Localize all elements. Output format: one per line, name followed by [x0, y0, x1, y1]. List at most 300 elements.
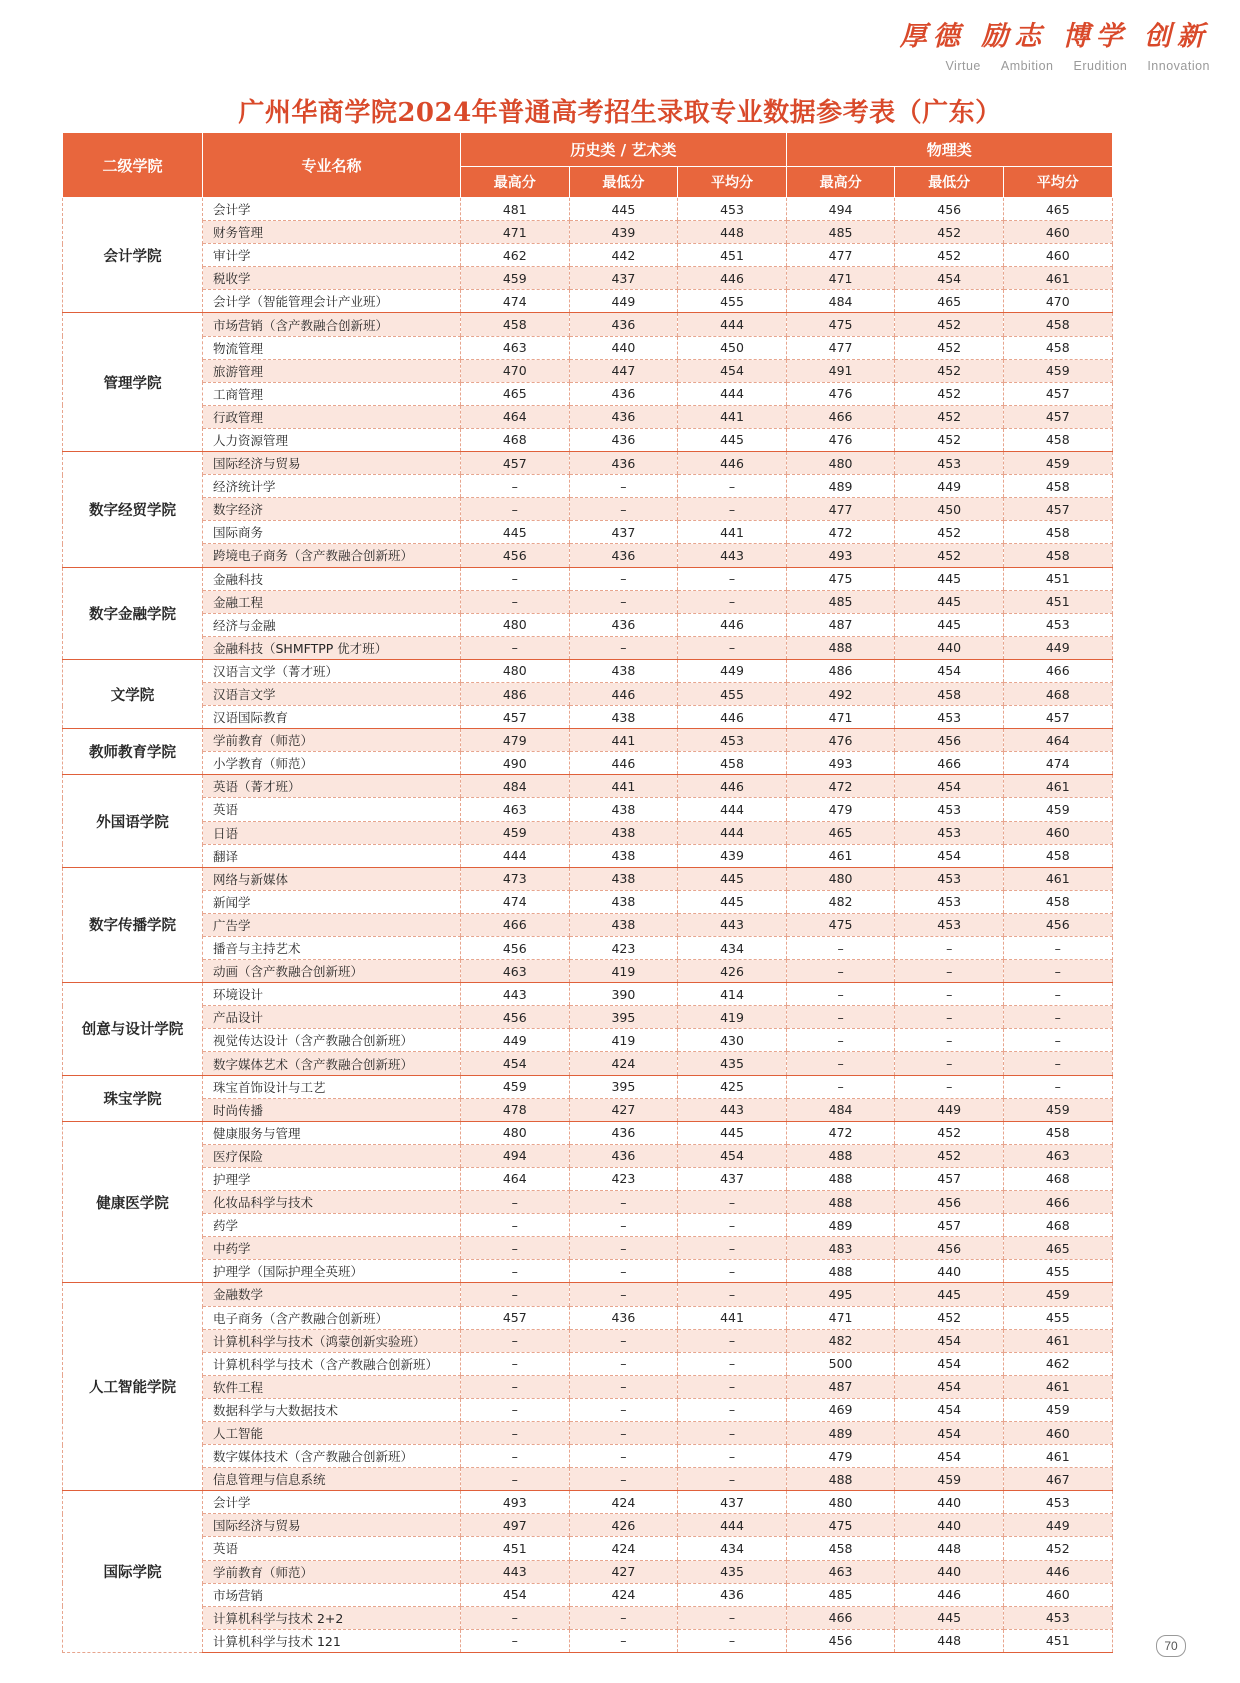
cell-major: 数字媒体技术（含产教融合创新班） — [203, 1445, 461, 1468]
cell-score: 466 — [1003, 659, 1112, 682]
cell-score: 452 — [895, 544, 1004, 567]
table-row — [63, 567, 1113, 590]
table-row — [63, 1052, 1113, 1075]
cell-score: 466 — [786, 405, 895, 428]
table-row — [63, 244, 1113, 267]
cell-score: – — [569, 1606, 678, 1629]
cell-score: 436 — [569, 382, 678, 405]
cell-score: – — [678, 1260, 787, 1283]
cell-score: 469 — [786, 1398, 895, 1421]
cell-score: – — [569, 590, 678, 613]
cell-score: – — [461, 1445, 570, 1468]
cell-score: – — [569, 475, 678, 498]
cell-score: 446 — [678, 613, 787, 636]
cell-score: 482 — [786, 1329, 895, 1352]
header-group-history: 历史类 / 艺术类 — [461, 133, 787, 167]
table-row — [63, 1260, 1113, 1283]
cell-score: 449 — [1003, 1514, 1112, 1537]
cell-score: 484 — [461, 775, 570, 798]
table-row — [63, 1514, 1113, 1537]
cell-score: 454 — [895, 844, 1004, 867]
cell-score: 488 — [786, 1468, 895, 1491]
header-history-min: 最低分 — [569, 167, 678, 198]
cell-score: 454 — [895, 1398, 1004, 1421]
cell-college: 创意与设计学院 — [63, 983, 203, 1075]
cell-score: 458 — [1003, 521, 1112, 544]
cell-college: 文学院 — [63, 659, 203, 728]
cell-major: 税收学 — [203, 267, 461, 290]
cell-score: – — [569, 1468, 678, 1491]
cell-score: – — [569, 1260, 678, 1283]
cell-score: 471 — [786, 706, 895, 729]
cell-score: 484 — [786, 290, 895, 313]
cell-major: 金融科技（SHMFTPP 优才班） — [203, 636, 461, 659]
cell-score: 480 — [786, 867, 895, 890]
cell-score: – — [678, 1445, 787, 1468]
cell-score: 475 — [786, 1514, 895, 1537]
cell-score: 434 — [678, 937, 787, 960]
cell-score: 452 — [895, 428, 1004, 451]
cell-score: 461 — [1003, 1329, 1112, 1352]
cell-major: 人力资源管理 — [203, 428, 461, 451]
cell-score: 443 — [678, 544, 787, 567]
table-row — [63, 659, 1113, 682]
cell-score: 495 — [786, 1283, 895, 1306]
cell-score: 457 — [1003, 405, 1112, 428]
cell-major: 动画（含产教融合创新班） — [203, 960, 461, 983]
cell-score: 500 — [786, 1352, 895, 1375]
table-row — [63, 867, 1113, 890]
cell-score: 444 — [678, 821, 787, 844]
table-row — [63, 1214, 1113, 1237]
table-row — [63, 382, 1113, 405]
cell-score: 453 — [678, 198, 787, 221]
cell-score: 494 — [786, 198, 895, 221]
cell-score: 456 — [461, 544, 570, 567]
cell-score: – — [461, 1606, 570, 1629]
cell-score: 488 — [786, 1144, 895, 1167]
table-row — [63, 1283, 1113, 1306]
cell-major: 医疗保险 — [203, 1144, 461, 1167]
cell-major: 环境设计 — [203, 983, 461, 1006]
cell-score: 452 — [1003, 1537, 1112, 1560]
cell-score: 490 — [461, 752, 570, 775]
cell-major: 视觉传达设计（含产教融合创新班） — [203, 1029, 461, 1052]
header-physics-max: 最高分 — [786, 167, 895, 198]
cell-score: 443 — [678, 913, 787, 936]
cell-major: 审计学 — [203, 244, 461, 267]
cell-score: 419 — [569, 960, 678, 983]
table-row — [63, 1606, 1113, 1629]
cell-major: 经济统计学 — [203, 475, 461, 498]
table-row — [63, 729, 1113, 752]
cell-score: 493 — [786, 752, 895, 775]
cell-score: 477 — [786, 336, 895, 359]
cell-score: – — [678, 1237, 787, 1260]
cell-score: 464 — [1003, 729, 1112, 752]
page-title: 广州华商学院2024年普通高考招生录取专业数据参考表（广东） — [238, 98, 1002, 128]
cell-score: 446 — [678, 706, 787, 729]
cell-score: 488 — [786, 1167, 895, 1190]
cell-score: 456 — [461, 1006, 570, 1029]
header-history-avg: 平均分 — [678, 167, 787, 198]
cell-score: – — [569, 636, 678, 659]
cell-score: 449 — [1003, 636, 1112, 659]
cell-score: 448 — [895, 1537, 1004, 1560]
cell-score: – — [461, 1237, 570, 1260]
header-college: 二级学院 — [63, 133, 203, 198]
cell-score: 459 — [1003, 798, 1112, 821]
table-row — [63, 221, 1113, 244]
cell-score: 454 — [895, 1375, 1004, 1398]
cell-score: – — [678, 1375, 787, 1398]
cell-score: 459 — [1003, 452, 1112, 475]
cell-score: 442 — [569, 244, 678, 267]
cell-score: 454 — [461, 1052, 570, 1075]
cell-score: 451 — [461, 1537, 570, 1560]
cell-score: – — [678, 567, 787, 590]
cell-major: 计算机科学与技术（鸿蒙创新实验班） — [203, 1329, 461, 1352]
table-row — [63, 937, 1113, 960]
cell-score: 454 — [678, 359, 787, 382]
cell-score: 452 — [895, 313, 1004, 336]
cell-score: 395 — [569, 1006, 678, 1029]
table-row — [63, 313, 1113, 336]
motto-en-3: Erudition — [1073, 58, 1128, 73]
cell-score: 458 — [786, 1537, 895, 1560]
cell-major: 旅游管理 — [203, 359, 461, 382]
cell-major: 学前教育（师范） — [203, 1560, 461, 1583]
cell-score: 479 — [786, 798, 895, 821]
cell-score: 484 — [786, 1098, 895, 1121]
table-row — [63, 1029, 1113, 1052]
cell-major: 汉语言文学 — [203, 682, 461, 705]
cell-major: 会计学 — [203, 198, 461, 221]
cell-major: 数据科学与大数据技术 — [203, 1398, 461, 1421]
cell-score: 438 — [569, 890, 678, 913]
cell-score: 436 — [678, 1583, 787, 1606]
cell-score: 460 — [1003, 821, 1112, 844]
table-row — [63, 198, 1113, 221]
cell-score: – — [461, 567, 570, 590]
cell-score: 438 — [569, 844, 678, 867]
table-row — [63, 1167, 1113, 1190]
cell-score: 453 — [895, 890, 1004, 913]
cell-major: 国际经济与贸易 — [203, 1514, 461, 1537]
table-row — [63, 1329, 1113, 1352]
cell-score: – — [461, 1398, 570, 1421]
cell-score: 481 — [461, 198, 570, 221]
cell-score: 438 — [569, 659, 678, 682]
cell-score: 486 — [461, 682, 570, 705]
cell-score: 444 — [461, 844, 570, 867]
cell-score: – — [895, 1052, 1004, 1075]
cell-score: 458 — [1003, 844, 1112, 867]
cell-score: 438 — [569, 798, 678, 821]
cell-score: – — [895, 1006, 1004, 1029]
cell-score: 446 — [895, 1583, 1004, 1606]
cell-score: 487 — [786, 1375, 895, 1398]
cell-score: 438 — [569, 913, 678, 936]
cell-score: – — [1003, 983, 1112, 1006]
cell-score: 458 — [1003, 1121, 1112, 1144]
cell-score: 479 — [461, 729, 570, 752]
cell-score: 424 — [569, 1537, 678, 1560]
cell-score: – — [678, 1191, 787, 1214]
cell-score: 457 — [461, 1306, 570, 1329]
cell-score: – — [786, 1052, 895, 1075]
cell-major: 珠宝首饰设计与工艺 — [203, 1075, 461, 1098]
cell-score: 473 — [461, 867, 570, 890]
cell-score: 457 — [1003, 382, 1112, 405]
table-row — [63, 1491, 1113, 1514]
cell-major: 翻译 — [203, 844, 461, 867]
cell-score: 475 — [786, 567, 895, 590]
cell-score: 453 — [895, 867, 1004, 890]
cell-score: 476 — [786, 382, 895, 405]
cell-score: 454 — [461, 1583, 570, 1606]
cell-score: 453 — [895, 913, 1004, 936]
cell-score: 434 — [678, 1537, 787, 1560]
cell-major: 金融数学 — [203, 1283, 461, 1306]
cell-score: 440 — [895, 1560, 1004, 1583]
cell-score: 419 — [569, 1029, 678, 1052]
cell-score: 454 — [895, 1445, 1004, 1468]
cell-score: 445 — [678, 428, 787, 451]
cell-score: 462 — [1003, 1352, 1112, 1375]
cell-score: – — [678, 1421, 787, 1444]
cell-score: 444 — [678, 1514, 787, 1537]
table-row — [63, 775, 1113, 798]
cell-score: 462 — [461, 244, 570, 267]
cell-score: 454 — [678, 1144, 787, 1167]
cell-score: – — [786, 937, 895, 960]
cell-major: 经济与金融 — [203, 613, 461, 636]
table-row — [63, 1445, 1113, 1468]
cell-score: 475 — [786, 313, 895, 336]
cell-score: 451 — [1003, 590, 1112, 613]
cell-score: 450 — [895, 498, 1004, 521]
cell-score: 463 — [1003, 1144, 1112, 1167]
cell-score: 452 — [895, 521, 1004, 544]
header-major: 专业名称 — [203, 133, 461, 198]
cell-score: 461 — [1003, 1445, 1112, 1468]
cell-score: – — [569, 1445, 678, 1468]
school-motto — [900, 22, 1210, 73]
cell-score: 438 — [569, 867, 678, 890]
cell-score: – — [569, 1375, 678, 1398]
cell-score: – — [461, 636, 570, 659]
cell-score: 445 — [895, 1283, 1004, 1306]
table-row — [63, 890, 1113, 913]
cell-score: 465 — [895, 290, 1004, 313]
cell-score: 465 — [1003, 198, 1112, 221]
table-row — [63, 1144, 1113, 1167]
cell-score: 456 — [461, 937, 570, 960]
cell-score: – — [569, 1398, 678, 1421]
cell-score: 492 — [786, 682, 895, 705]
cell-score: 488 — [786, 1191, 895, 1214]
cell-score: 453 — [895, 452, 1004, 475]
cell-major: 学前教育（师范） — [203, 729, 461, 752]
cell-college: 数字传播学院 — [63, 867, 203, 982]
cell-score: 452 — [895, 359, 1004, 382]
cell-score: 453 — [895, 798, 1004, 821]
cell-score: – — [1003, 1029, 1112, 1052]
table-row — [63, 1191, 1113, 1214]
cell-score: 465 — [786, 821, 895, 844]
cell-score: 468 — [1003, 1167, 1112, 1190]
cell-score: – — [461, 475, 570, 498]
page-number: 70 — [1156, 1635, 1186, 1657]
table-row — [63, 1421, 1113, 1444]
cell-score: 482 — [786, 890, 895, 913]
cell-score: 459 — [1003, 359, 1112, 382]
cell-major: 计算机科学与技术 121 — [203, 1629, 461, 1652]
table-row — [63, 1560, 1113, 1583]
cell-major: 市场营销 — [203, 1583, 461, 1606]
cell-score: – — [569, 1329, 678, 1352]
cell-score: 444 — [678, 313, 787, 336]
cell-score: 464 — [461, 405, 570, 428]
cell-score: 493 — [461, 1491, 570, 1514]
motto-en-1: Virtue — [945, 58, 981, 73]
cell-score: 459 — [1003, 1283, 1112, 1306]
cell-major: 金融工程 — [203, 590, 461, 613]
cell-score: 458 — [461, 313, 570, 336]
cell-score: – — [678, 1629, 787, 1652]
cell-score: 480 — [461, 659, 570, 682]
cell-score: 457 — [895, 1214, 1004, 1237]
table-row — [63, 1237, 1113, 1260]
cell-score: 436 — [569, 428, 678, 451]
cell-score: 453 — [1003, 1606, 1112, 1629]
table-row — [63, 1098, 1113, 1121]
cell-score: – — [678, 1352, 787, 1375]
cell-score: – — [569, 567, 678, 590]
cell-score: – — [569, 1214, 678, 1237]
cell-score: 475 — [786, 913, 895, 936]
table-row — [63, 452, 1113, 475]
cell-score: – — [678, 1606, 787, 1629]
cell-score: 470 — [1003, 290, 1112, 313]
cell-score: 476 — [786, 729, 895, 752]
cell-score: 457 — [1003, 498, 1112, 521]
cell-score: 472 — [786, 1121, 895, 1144]
table-row — [63, 613, 1113, 636]
cell-score: 480 — [461, 613, 570, 636]
cell-score: 458 — [895, 682, 1004, 705]
cell-score: 437 — [678, 1491, 787, 1514]
cell-score: – — [569, 1191, 678, 1214]
table-row — [63, 682, 1113, 705]
cell-score: 458 — [1003, 544, 1112, 567]
cell-score: – — [895, 983, 1004, 1006]
cell-score: 463 — [461, 960, 570, 983]
cell-score: 460 — [1003, 1421, 1112, 1444]
cell-score: 424 — [569, 1491, 678, 1514]
cell-major: 产品设计 — [203, 1006, 461, 1029]
cell-score: 436 — [569, 544, 678, 567]
cell-score: – — [678, 1329, 787, 1352]
cell-score: 449 — [569, 290, 678, 313]
table-header — [63, 133, 1113, 198]
motto-english — [900, 59, 1210, 73]
table-row — [63, 1375, 1113, 1398]
cell-score: 489 — [786, 1421, 895, 1444]
cell-score: – — [461, 1214, 570, 1237]
table-row — [63, 1306, 1113, 1329]
cell-score: 455 — [1003, 1306, 1112, 1329]
table-row — [63, 521, 1113, 544]
cell-score: – — [678, 498, 787, 521]
cell-score: 430 — [678, 1029, 787, 1052]
cell-major: 工商管理 — [203, 382, 461, 405]
cell-major: 行政管理 — [203, 405, 461, 428]
cell-score: 459 — [1003, 1098, 1112, 1121]
cell-score: 477 — [786, 244, 895, 267]
cell-score: – — [1003, 937, 1112, 960]
cell-score: 451 — [1003, 1629, 1112, 1652]
cell-major: 市场营销（含产教融合创新班） — [203, 313, 461, 336]
cell-score: 423 — [569, 1167, 678, 1190]
cell-score: 459 — [1003, 1398, 1112, 1421]
cell-score: 454 — [895, 267, 1004, 290]
cell-score: 465 — [461, 382, 570, 405]
cell-score: 485 — [786, 590, 895, 613]
cell-score: 454 — [895, 775, 1004, 798]
cell-score: – — [678, 475, 787, 498]
cell-score: 445 — [678, 890, 787, 913]
cell-score: – — [461, 1260, 570, 1283]
cell-score: – — [569, 1283, 678, 1306]
cell-score: 466 — [1003, 1191, 1112, 1214]
cell-score: 479 — [786, 1445, 895, 1468]
cell-score: 452 — [895, 1121, 1004, 1144]
cell-score: 441 — [678, 405, 787, 428]
cell-score: 452 — [895, 1306, 1004, 1329]
cell-score: 456 — [895, 1237, 1004, 1260]
cell-score: 414 — [678, 983, 787, 1006]
cell-score: 463 — [461, 798, 570, 821]
cell-college: 数字金融学院 — [63, 567, 203, 659]
cell-score: 446 — [678, 775, 787, 798]
cell-college: 健康医学院 — [63, 1121, 203, 1283]
cell-score: 468 — [1003, 682, 1112, 705]
cell-major: 健康服务与管理 — [203, 1121, 461, 1144]
cell-score: 441 — [678, 521, 787, 544]
cell-score: 445 — [678, 1121, 787, 1144]
cell-score: 445 — [678, 867, 787, 890]
cell-score: 449 — [895, 1098, 1004, 1121]
cell-score: 436 — [569, 1306, 678, 1329]
cell-score: 437 — [569, 521, 678, 544]
cell-score: 452 — [895, 382, 1004, 405]
cell-score: – — [786, 960, 895, 983]
cell-score: – — [461, 1421, 570, 1444]
cell-score: 436 — [569, 405, 678, 428]
cell-score: 453 — [678, 729, 787, 752]
cell-score: – — [461, 1191, 570, 1214]
table-row — [63, 752, 1113, 775]
cell-major: 日语 — [203, 821, 461, 844]
cell-score: 439 — [569, 221, 678, 244]
cell-score: 456 — [895, 729, 1004, 752]
cell-score: – — [895, 1075, 1004, 1098]
cell-major: 财务管理 — [203, 221, 461, 244]
cell-score: 436 — [569, 1144, 678, 1167]
cell-score: 458 — [678, 752, 787, 775]
